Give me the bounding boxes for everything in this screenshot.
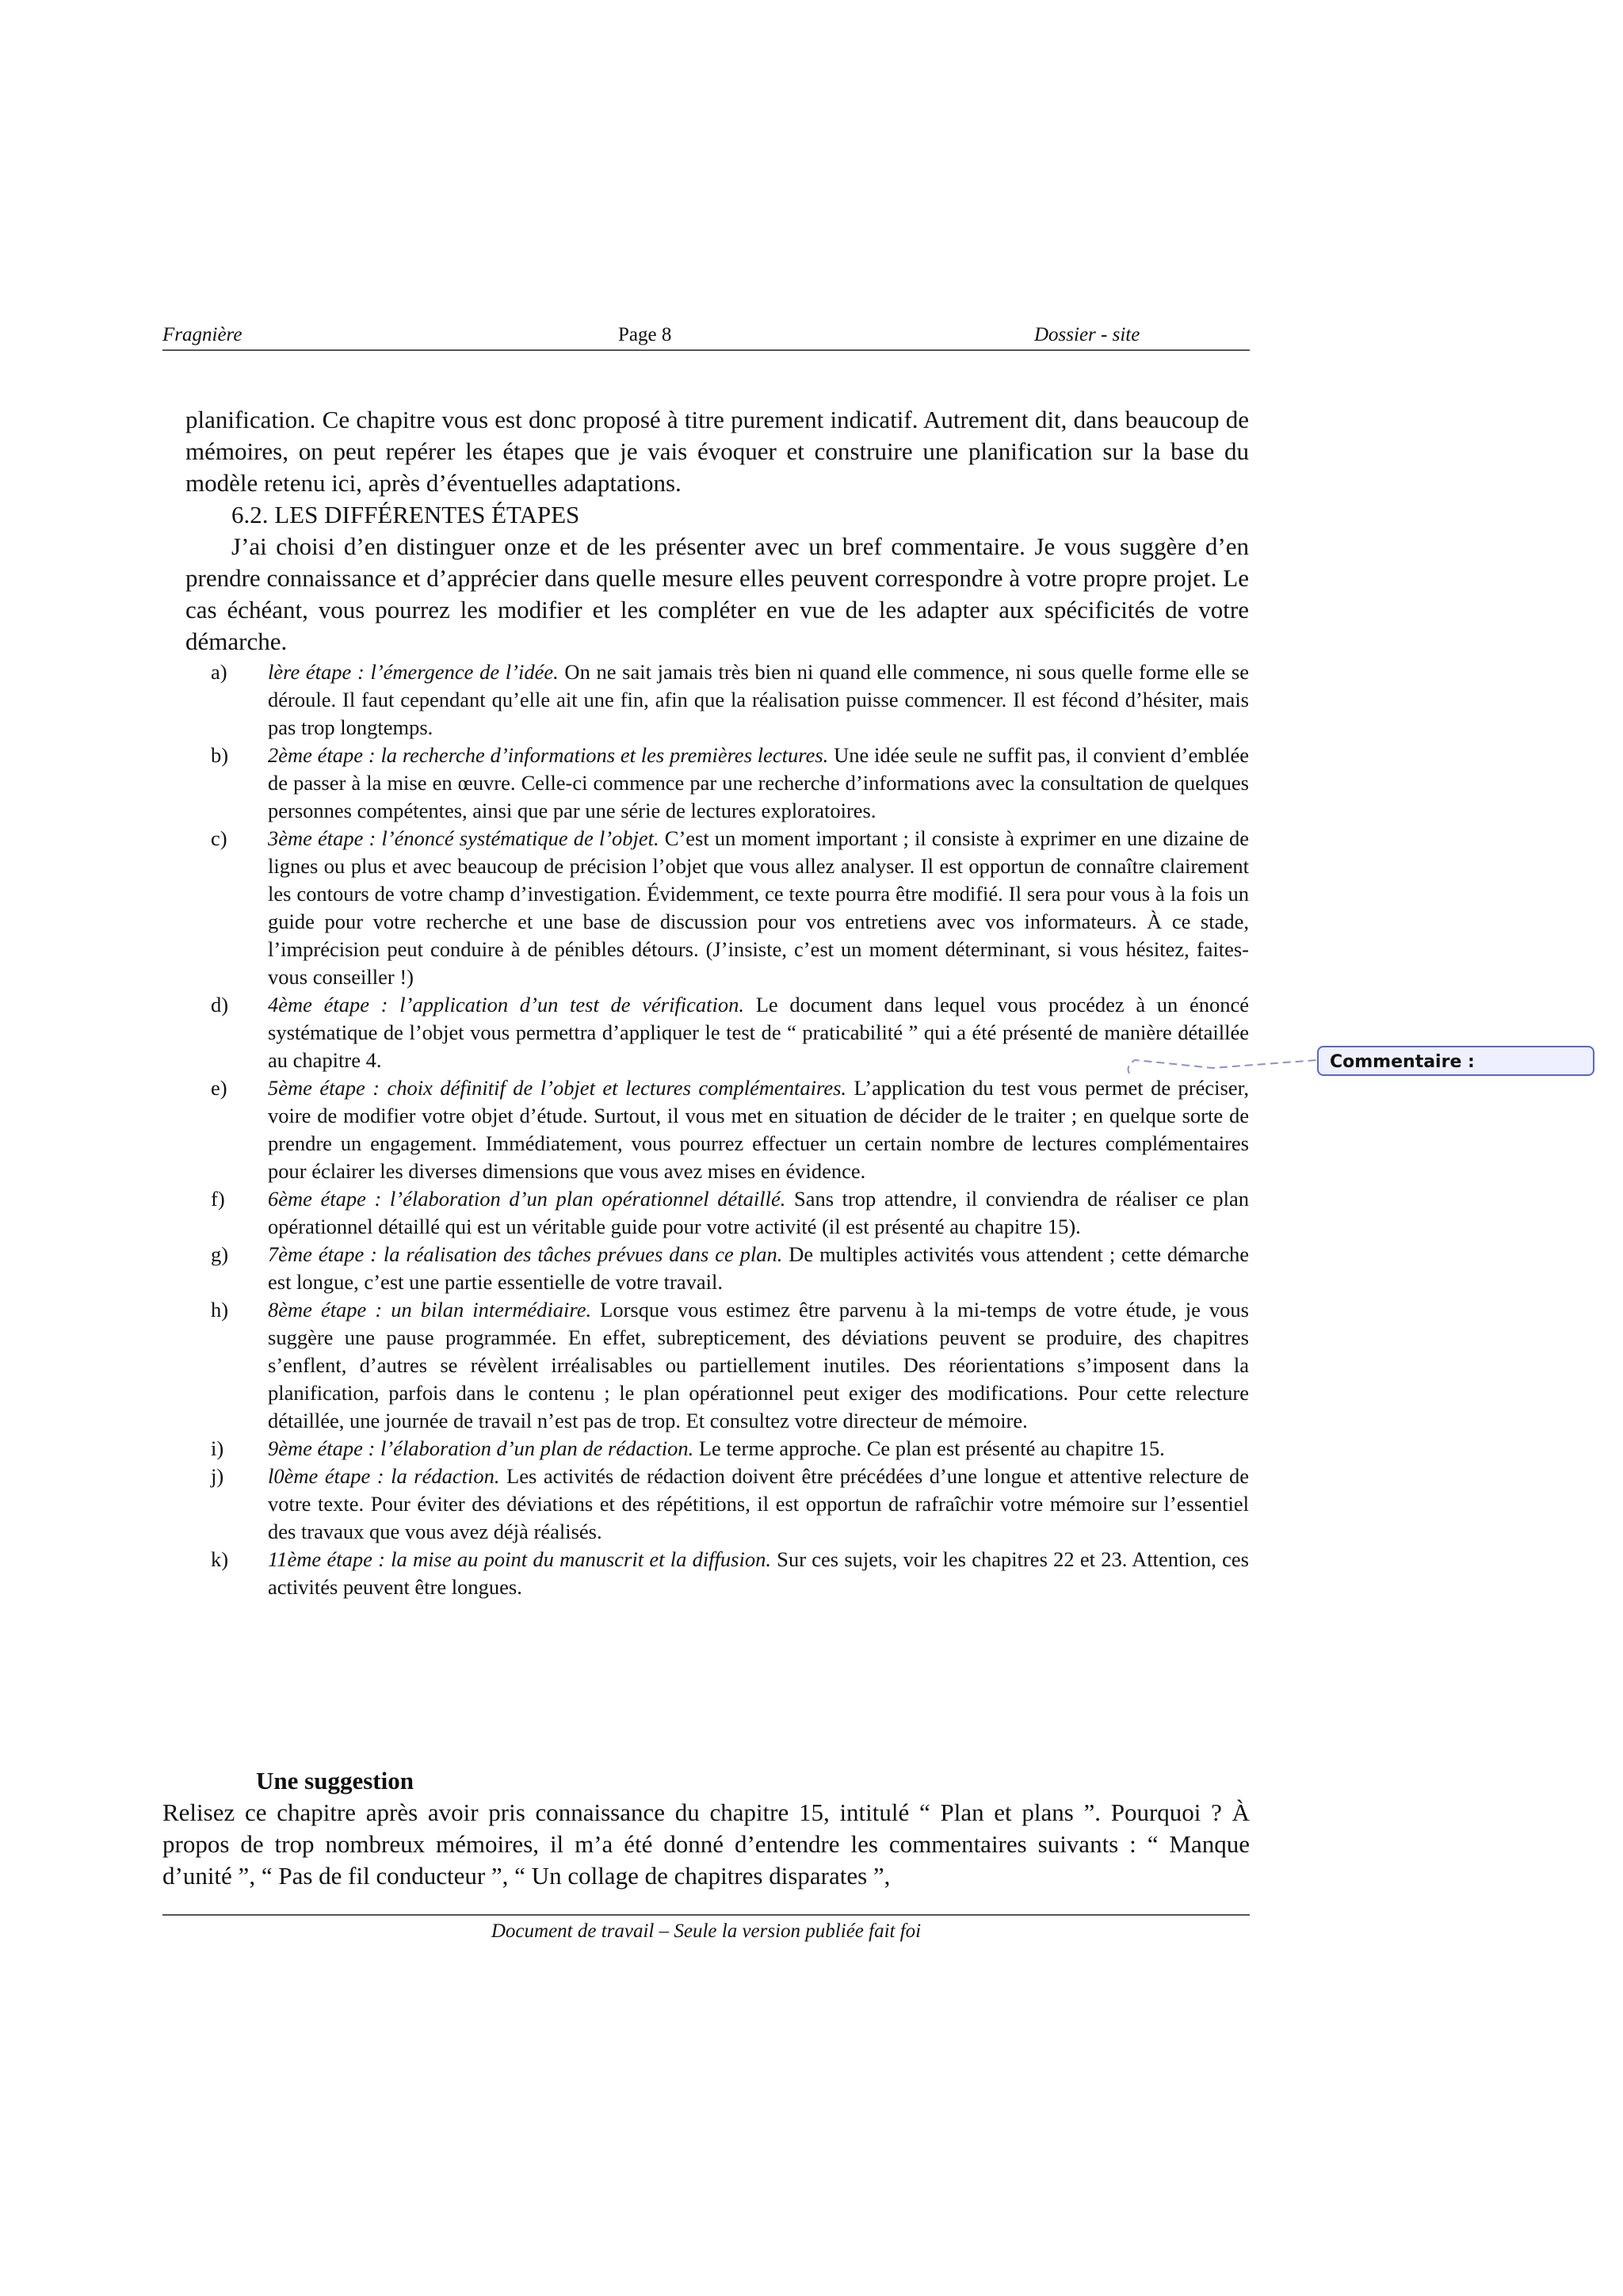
header-author: Fragnière [162,324,242,345]
intro-paragraph: planification. Ce chapitre vous est donc proposé à titre purement indicatif. Autrement dit, dans beaucoup de mémoires, on peut repérer les étapes que je vais évoquer et construire une planification sur la base du modèle retenu ici, après d’éventuelles adaptations. [185,406,1249,497]
step-text: Sur ces sujets, voir les chapitres 22 et 23. Attention, ces activités peuvent être longues. [268,1547,1249,1599]
step-title: 8ème étape : un bilan intermédiaire. [268,1298,592,1322]
step-title: 7ème étape : la réalisation des tâches prévues dans ce plan. [268,1242,783,1266]
header-document-title: Dossier - site [1034,324,1140,345]
step-text: On ne sait jamais très bien ni quand elle commence, ni sous quelle forme elle se déroule. Il faut cependant qu’elle ait une fin, afin que la réalisation puisse commencer. Il est fécond d’hésiter, mais pas trop longtemps. [268,660,1249,739]
section-heading: 6.2. LES DIFFÉRENTES ÉTAPES [231,501,580,528]
step-text: De multiples activités vous attendent ; cette démarche est longue, c’est une partie essentielle de votre travail. [268,1242,1249,1294]
step-text: Sans trop attendre, il conviendra de réaliser ce plan opérationnel détaillé qui est un véritable guide pour votre activité (il est présenté au chapitre 15). [268,1187,1250,1238]
page-footer: Document de travail – Seule la version publiée fait foi [491,1920,922,1942]
step-text: Les activités de rédaction doivent être précédées d’une longue et attentive relecture de votre texte. Pour éviter des déviations et des répétitions, il est opportun de rafraîchir votre mémoire sur l’essentiel des travaux que vous avez déjà réalisés. [268,1464,1249,1543]
step-label: j) [211,1464,224,1488]
step-title: 2ème étape : la recherche d’informations et les premières lectures. [268,743,829,767]
step-label: g) [211,1242,229,1266]
step-title: 3ème étape : l’énoncé systématique de l’objet. [268,826,659,850]
step-title: 6ème étape : l’élaboration d’un plan opérationnel détaillé. [268,1187,786,1211]
comment-balloon[interactable] [1317,1046,1594,1076]
step-label: e) [211,1076,227,1100]
step-label: b) [211,743,229,767]
step-label: f) [211,1187,225,1211]
suggestion-paragraph: Relisez ce chapitre après avoir pris connaissance du chapitre 15, intitulé “ Plan et plans ”. Pourquoi ? À propos de trop nombreux mémoires, il m’a été donné d’entendre les commentaires suivants : “ Manque d’unité ”, “ Pas de fil conducteur ”, “ Un collage de chapitres disparates ”, [162,1798,1250,1890]
step-label: c) [211,826,227,850]
step-title: 9ème étape : l’élaboration d’un plan de rédaction. [268,1436,694,1460]
step-label: k) [211,1547,229,1571]
steps-intro-paragraph: J’ai choisi d’en distinguer onze et de les présenter avec un bref commentaire. Je vous suggère d’en prendre connaissance et d’apprécier dans quelle mesure elles peuvent correspondre à votre propre projet. Le cas échéant, vous pourrez les modifier et les compléter en vue de les adapter aux spécificités de votre démarche. [185,532,1249,655]
step-text: Le document dans lequel vous procédez à un énoncé systématique de l’objet vous permettra d’appliquer le test de “ praticabilité ” qui a été présenté de manière détaillée au chapitre 4. [268,993,1249,1072]
step-title: 5ème étape : choix définitif de l’objet et lectures complémentaires. [268,1076,847,1100]
step-title: l0ème étape : la rédaction. [268,1464,500,1488]
step-text: L’application du test vous permet de préciser, voire de modifier votre objet d’étude. Surtout, il vous met en situation de décider de le traiter ; en quelque sorte de prendre un engagement. Immédiatement, vous pourrez effectuer un certain nombre de lectures complémentaires pour éclairer les diverses dimensions que vous avez mises en évidence. [268,1076,1249,1183]
step-title: 11ème étape : la mise au point du manuscrit et la diffusion. [268,1547,771,1571]
step-title: 4ème étape : l’application d’un test de vérification. [268,993,745,1016]
suggestion-heading: Une suggestion [256,1767,414,1794]
step-title: lère étape : l’émergence de l’idée. [268,660,559,684]
step-text: C’est un moment important ; il consiste à exprimer en une dizaine de lignes ou plus et avec beaucoup de précision l’objet que vous allez analyser. Il est opportun de connaître clairement les contours de votre champ d’investigation. Évidemment, ce texte pourra être modifié. Il sera pour vous à la fois un guide pour votre recherche et une base de discussion pour vos entretiens avec vos informateurs. À ce stade, l’imprécision peut conduire à de pénibles détours. (J’insiste, c’est un moment déterminant, si vous hésitez, faites-vous conseiller !) [268,826,1250,989]
comment-label: Commentaire : [1330,1052,1475,1072]
step-text: Le terme approche. Ce plan est présenté au chapitre 15. [693,1436,1165,1460]
step-label: i) [211,1436,224,1460]
step-text: Lorsque vous estimez être parvenu à la mi-temps de votre étude, je vous suggère une pause programmée. En effet, subrepticement, des déviations peuvent se produire, des chapitres s’enflent, d’autres se révèlent irréalisables ou partiellement inutiles. Des réorientations s’imposent dans la planification, parfois dans le contenu ; le plan opérationnel peut exiger des modifications. Pour cette relecture détaillée, une journée de travail n’est pas de trop. Et consultez votre directeur de mémoire. [268,1298,1249,1432]
step-label: d) [211,993,229,1016]
step-text: Une idée seule ne suffit pas, il convient d’emblée de passer à la mise en œuvre. Celle-ci commence par une recherche d’informations avec la consultation de quelques personnes compétentes, ainsi que par une série de lectures exploratoires. [268,743,1249,822]
step-label: a) [211,660,227,684]
header-page-number: Page 8 [618,324,672,345]
step-label: h) [211,1298,229,1322]
